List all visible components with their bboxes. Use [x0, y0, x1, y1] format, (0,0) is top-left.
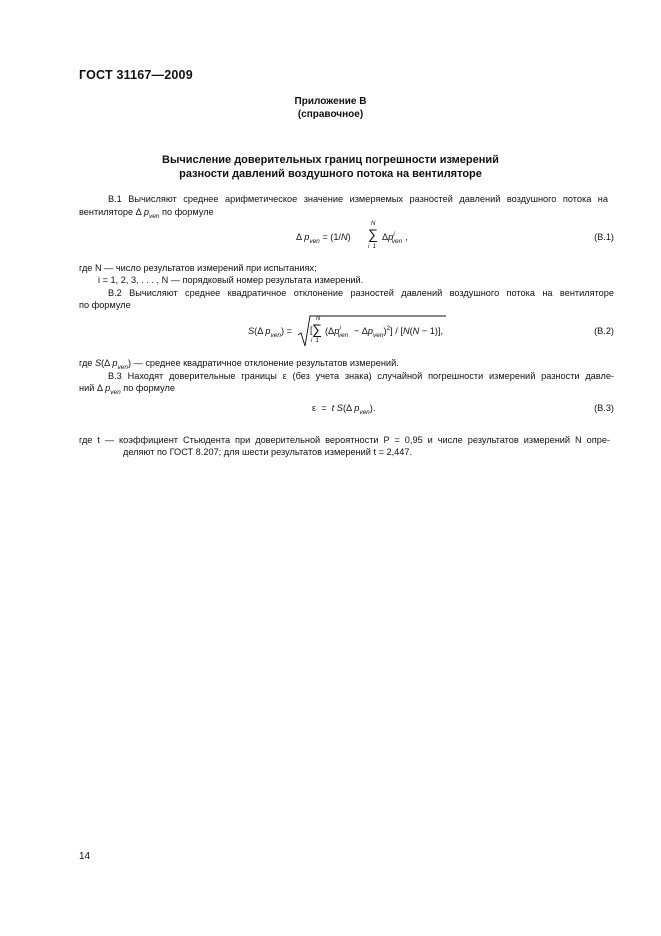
- formula-b3: ε = t S(Δ $p_{ven}$).: [312, 403, 376, 416]
- formula-b1: Δ $p_{ven} = (1/N)$ N ∑ i 1 $\Delta p^i_{ven}$ ,: [296, 221, 408, 250]
- b2-inline-symbol: S(Δ $p_{ven}$): [94, 358, 132, 371]
- b1-inline-symbol: Δ $p_{ven}$: [135, 207, 160, 220]
- b2-where-line: [79, 357, 399, 369]
- page-number: 14: [79, 851, 91, 862]
- b2-where-suffix: — среднее квадратичное отклонение результатов измерений.: [131, 358, 399, 368]
- eq-number-b3: (В.3): [594, 403, 614, 413]
- formula-b2: S(Δ $p_{ven}$) = [ N ∑ i 1 $(\Delta p^i_{ven} - \Delta p_{ven})^2] / [N(N - 1)]$,: [248, 313, 448, 349]
- b3-line2-prefix: ний: [79, 383, 97, 393]
- annex-title: Приложение В: [294, 96, 367, 107]
- section-title-line2: разности давлений воздушного потока на вентиляторе: [179, 168, 482, 180]
- b3-where-line1: где t — коэффициент Стьюдента при доверительной вероятности P = 0,95 и числе результатов измерений N опре-: [79, 435, 610, 445]
- b3-line2-suffix: по формуле: [120, 383, 175, 393]
- paragraph-b3-line2: [79, 382, 175, 394]
- b1-line2-prefix: вентиляторе: [79, 207, 136, 217]
- section-title-line1: Вычисление доверительных границ погрешности измерений: [162, 154, 499, 166]
- b3-where-line2: деляют по ГОСТ 8.207; для шести результатов измерений t = 2,447.: [123, 447, 413, 457]
- eq-number-b1: (В.1): [594, 232, 614, 242]
- b1-line2-suffix: по формуле: [159, 207, 214, 217]
- b1-where-line1: где N — число результатов измерений при испытаниях;: [79, 263, 317, 273]
- paragraph-b1-line2: [79, 206, 214, 218]
- paragraph-b3-line1: В.3 Находят доверительные границы ε (без учета знака) случайной погрешности измерений разности давле-: [108, 371, 614, 381]
- paragraph-b2-line2: по формуле: [79, 300, 131, 310]
- annex-subtitle: (справочное): [297, 109, 364, 120]
- document-header: ГОСТ 31167—2009: [79, 68, 193, 82]
- annex-heading: [0, 95, 661, 121]
- b1-where-line2: i = 1, 2, 3, . . . , N — порядковый номер результата измерений.: [98, 275, 364, 285]
- paragraph-b1-line1: В.1 Вычисляют среднее арифметическое значение измеряемых разностей давлений воздушного потока на: [108, 194, 608, 204]
- section-title: [0, 153, 661, 181]
- b2-where-prefix: где: [79, 358, 95, 368]
- b3-inline-symbol: Δ $p_{ven}$: [96, 383, 121, 396]
- eq-number-b2: (В.2): [594, 326, 614, 336]
- paragraph-b2-line1: В.2 Вычисляют среднее квадратичное отклонение разностей давлений воздушного потока на вентиляторе: [108, 288, 614, 298]
